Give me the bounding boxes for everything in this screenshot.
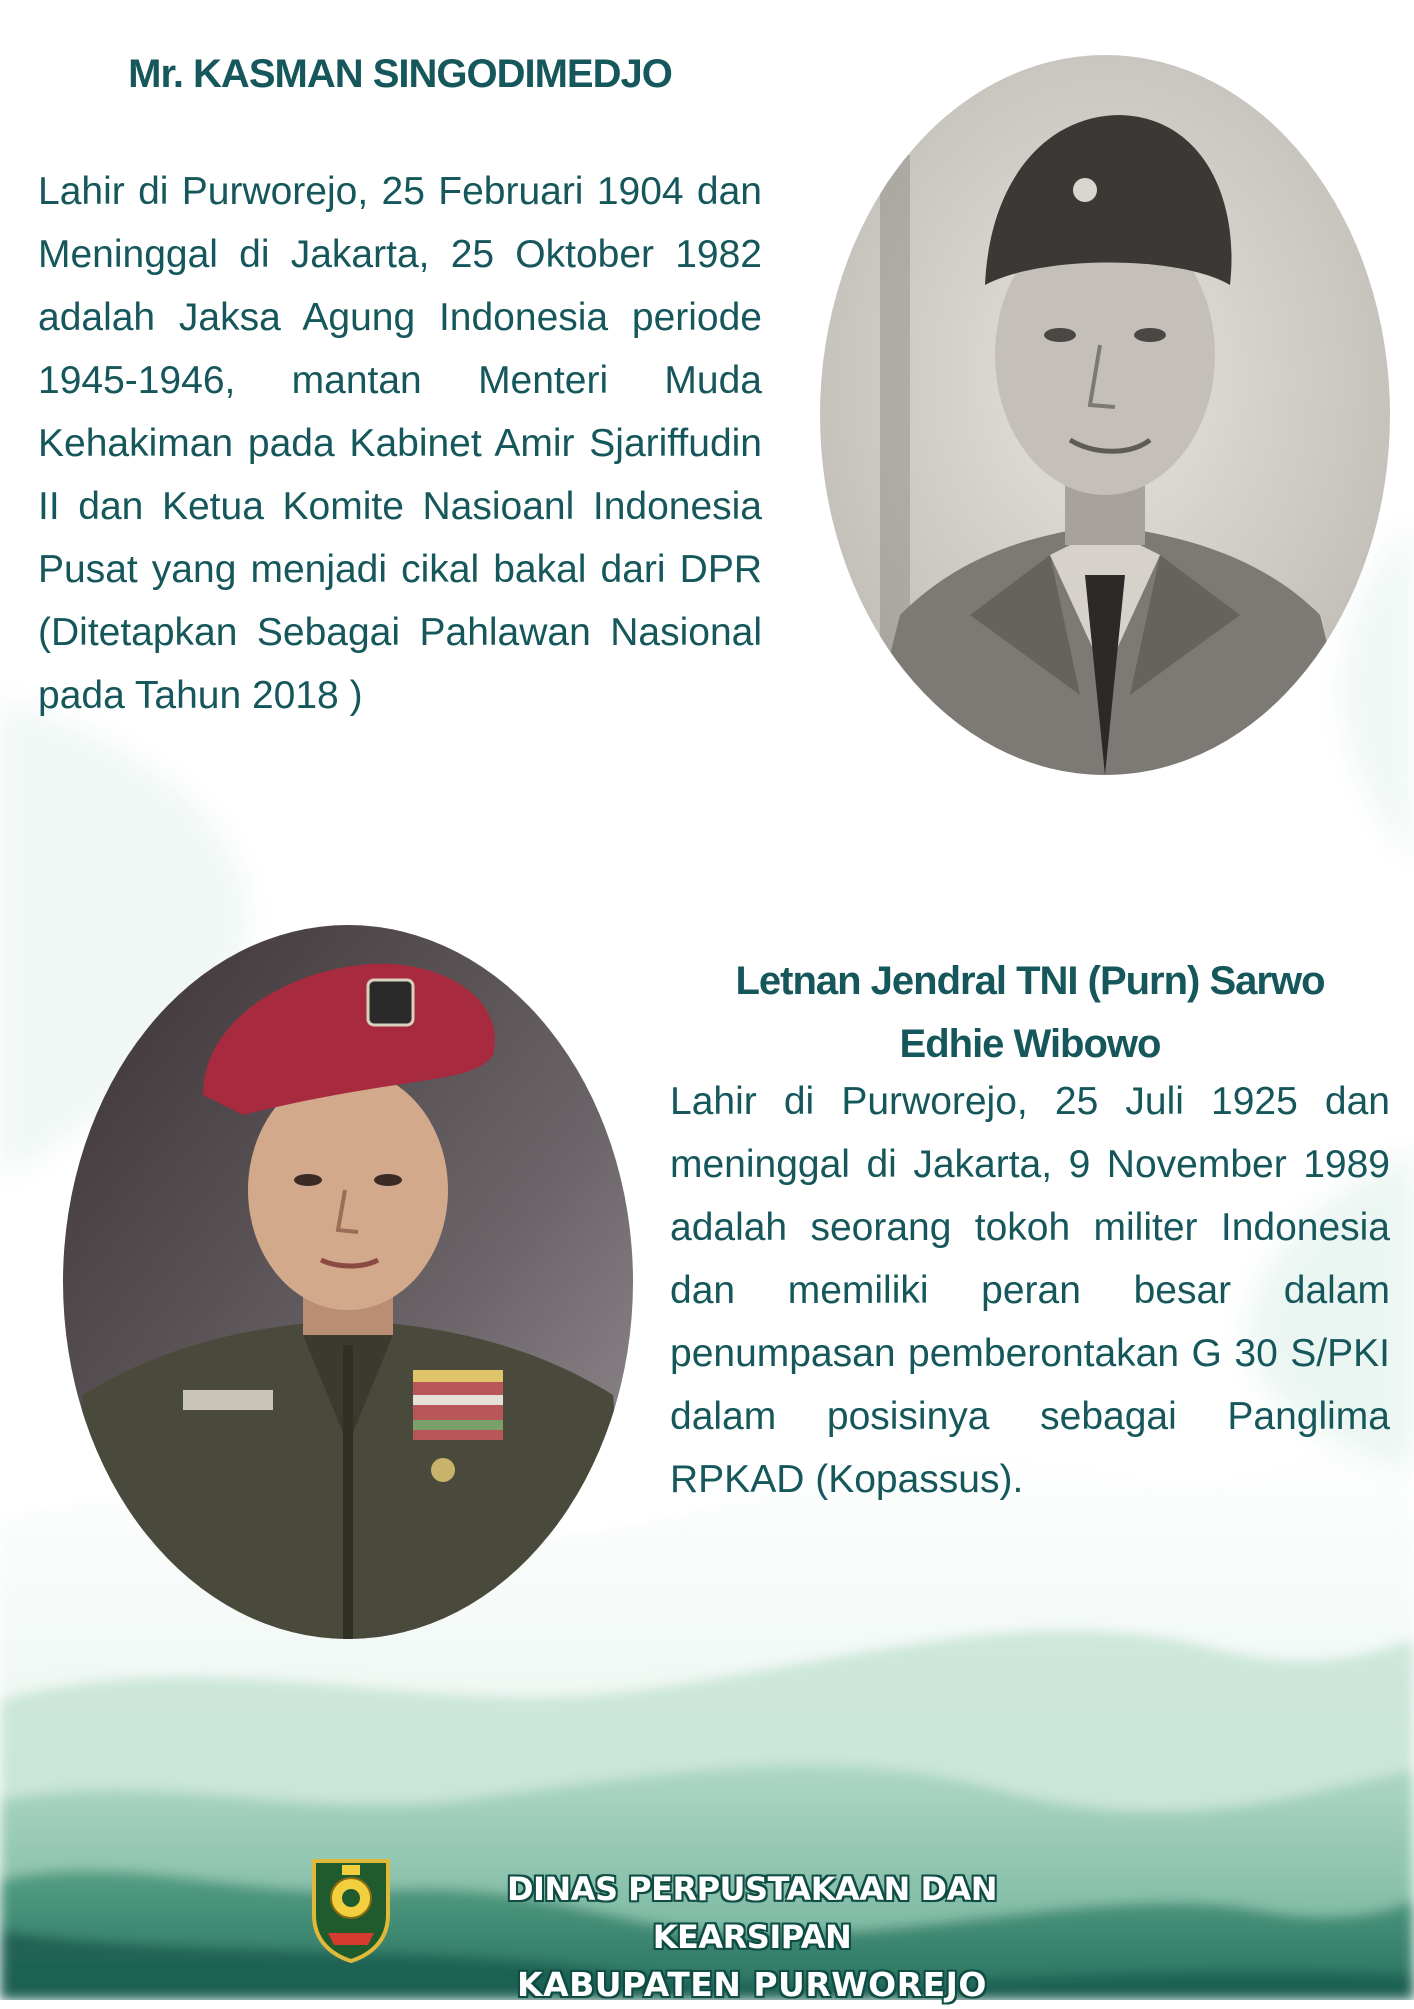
purworejo-emblem-icon bbox=[308, 1853, 394, 1963]
figure-1-bio: Lahir di Purworejo, 25 Februari 1904 dan Meninggal di Jakarta, 25 Oktober 1982 adalah Jaksa Agung Indonesia periode 1945-1946, mantan Menteri Muda Kehakiman pada Kabinet Amir Sjariffudin II dan Ketua Komite Nasioanl Indonesia Pusat yang menjadi cikal bakal dari DPR (Ditetapkan Sebagai Pahlawan Nasional pada Tahun 2018 ) bbox=[38, 170, 762, 717]
footer-line-2: KABUPATEN PURWOREJO bbox=[517, 1965, 987, 2004]
figure-2-name: Letnan Jendral TNI (Purn) Sarwo Edhie Wibowo bbox=[735, 959, 1325, 1066]
footer-institution bbox=[412, 1865, 1092, 2009]
footer-line-1: DINAS PERPUSTAKAAN DAN KEARSIPAN bbox=[506, 1870, 998, 1956]
figure-1-portrait bbox=[820, 55, 1390, 775]
figure-1-name: Mr. KASMAN SINGODIMEDJO bbox=[128, 52, 672, 96]
figure-2-bio: Lahir di Purworejo, 25 Juli 1925 dan meninggal di Jakarta, 9 November 1989 adalah seorang tokoh militer Indonesia dan memiliki peran besar dalam penumpasan pemberontakan G 30 S/PKI dalam posisinya sebagai Panglima RPKAD (Kopassus). bbox=[670, 1080, 1390, 1501]
figure-2-portrait bbox=[63, 925, 633, 1640]
